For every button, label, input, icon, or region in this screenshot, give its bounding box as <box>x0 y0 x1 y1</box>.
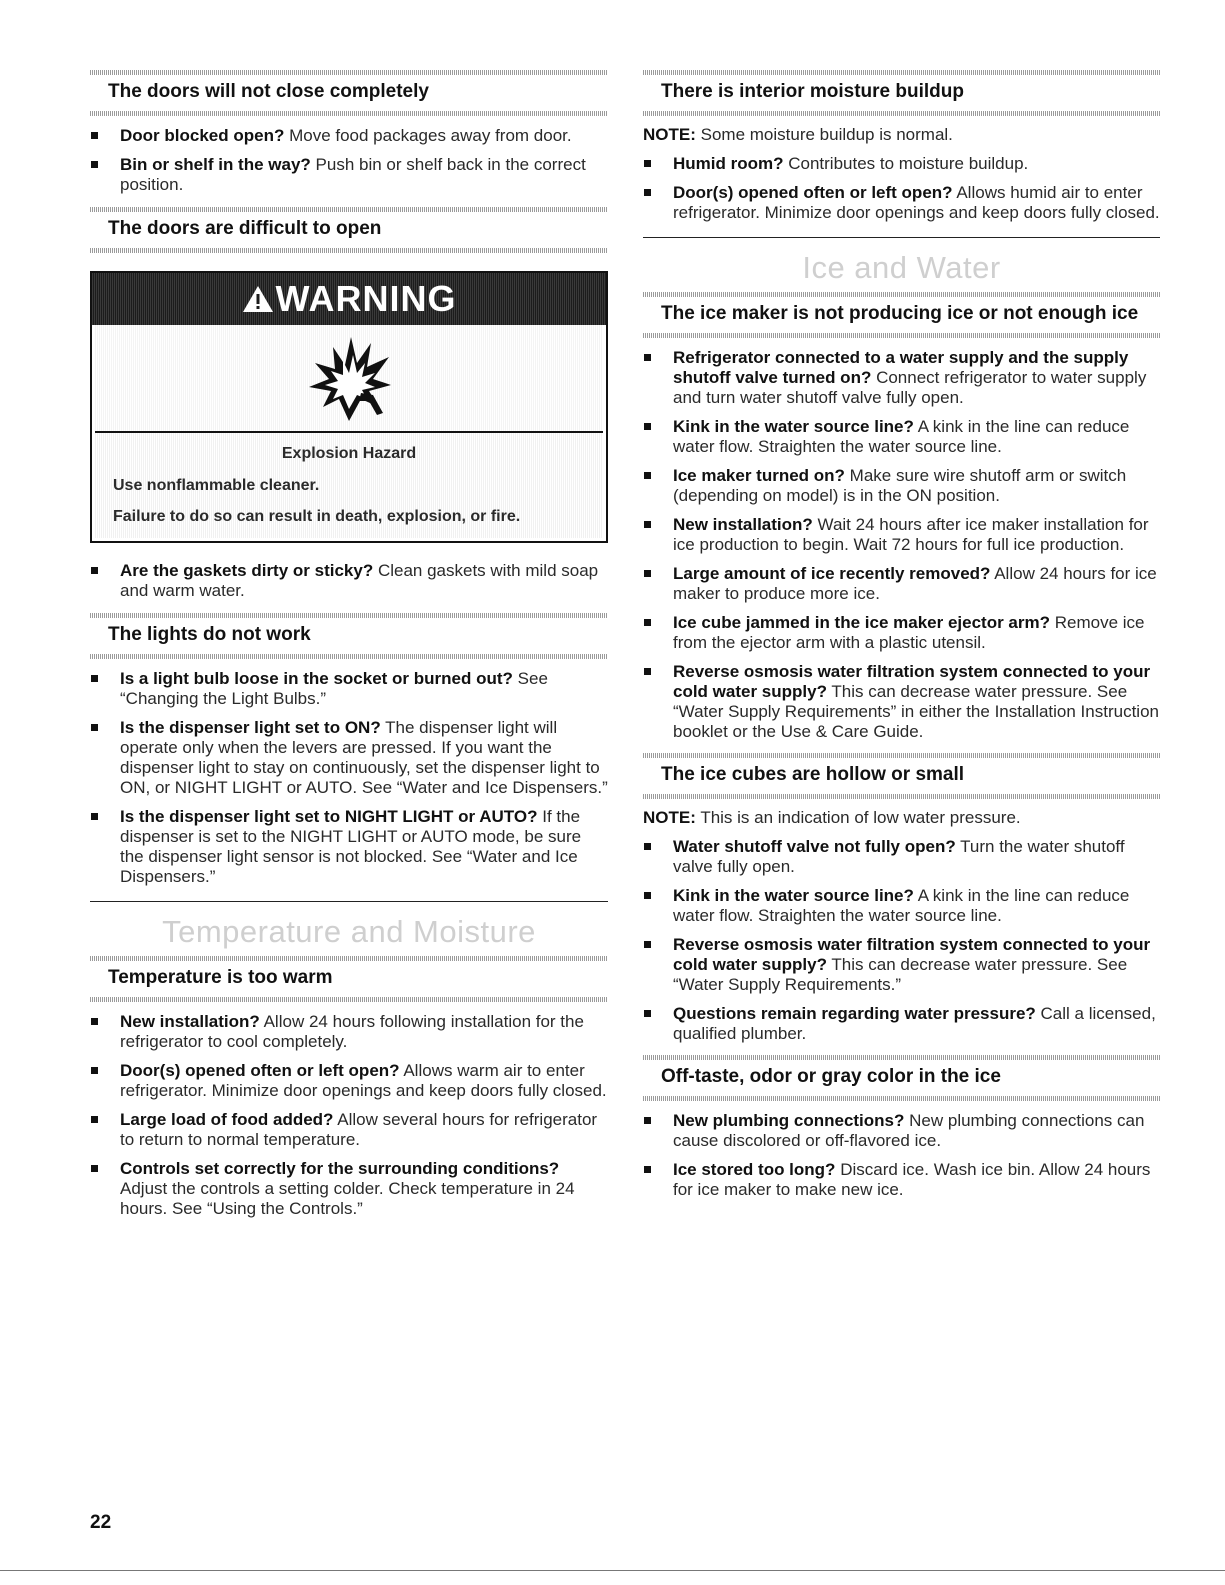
list-item: Is the dispenser light set to ON? The dispenser light will operate only when the levers are pressed. If you want the dispenser light to stay on continuously, set the dispenser light to ON, or NIGHT LIGHT or AUTO. See “Water and Ice Dispensers.” <box>90 718 608 798</box>
list-item: Large load of food added? Allow several hours for refrigerator to return to normal temperature. <box>90 1110 608 1150</box>
list-item: Water shutoff valve not fully open? Turn the water shutoff valve fully open. <box>643 837 1160 877</box>
right-column <box>643 68 1160 1209</box>
category-divider <box>90 901 608 902</box>
warning-title: Explosion Hazard <box>281 445 417 462</box>
section-heading: There is interior moisture buildup <box>643 68 1160 112</box>
list-item: Is the dispenser light set to NIGHT LIGHT or AUTO? If the dispenser is set to the NIGHT LIGHT or AUTO mode, be sure the dispenser light sensor is not blocked. See “Water and Ice Dispensers.” <box>90 807 608 887</box>
item-list <box>643 837 1160 1044</box>
left-column <box>90 68 608 1228</box>
warning-box <box>90 271 608 543</box>
warning-consequence: Failure to do so can result in death, explosion, or fire. <box>113 508 521 525</box>
page-number: 22 <box>90 1512 112 1533</box>
list-item: Is a light bulb loose in the socket or burned out? See “Changing the Light Bulbs.” <box>90 669 608 709</box>
category-divider <box>643 237 1160 238</box>
section-moisture <box>643 68 1160 223</box>
section-heading: The ice cubes are hollow or small <box>643 751 1160 795</box>
warning-triangle-icon <box>242 284 274 314</box>
list-item: Kink in the water source line? A kink in the line can reduce water flow. Straighten the water source line. <box>643 417 1160 457</box>
list-item: New installation? Wait 24 hours after ice maker installation for ice production to begin. Wait 72 hours for full ice production. <box>643 515 1160 555</box>
item-list <box>90 126 608 195</box>
list-item: Door blocked open? Move food packages away from door. <box>90 126 608 146</box>
list-item: Ice stored too long? Discard ice. Wash ice bin. Allow 24 hours for ice maker to make new ice. <box>643 1160 1160 1200</box>
list-item: Refrigerator connected to a water supply and the supply shutoff valve turned on? Connect refrigerator to water supply and turn water shutoff valve fully open. <box>643 348 1160 408</box>
list-item: Ice cube jammed in the ice maker ejector arm? Remove ice from the ejector arm with a plastic utensil. <box>643 613 1160 653</box>
list-item: Questions remain regarding water pressure? Call a licensed, qualified plumber. <box>643 1004 1160 1044</box>
warning-instruction: Use nonflammable cleaner. <box>113 477 320 494</box>
list-item: Reverse osmosis water filtration system connected to your cold water supply? This can decrease water pressure. See “Water Supply Requirements” in either the Installation Instruction booklet or the Use & Care Guide. <box>643 662 1160 742</box>
section-icemaker <box>643 290 1160 742</box>
list-item: Ice maker turned on? Make sure wire shutoff arm or switch (depending on model) is in the ON position. <box>643 466 1160 506</box>
section-off-taste <box>643 1053 1160 1200</box>
list-item: Bin or shelf in the way? Push bin or shelf back in the correct position. <box>90 155 608 195</box>
category-title: Ice and Water <box>802 250 1001 285</box>
item-list <box>90 669 608 887</box>
section-heading: The ice maker is not producing ice or not enough ice <box>643 290 1160 334</box>
section-hollow-cubes <box>643 751 1160 1044</box>
list-item: New plumbing connections? New plumbing connections can cause discolored or off-flavored ice. <box>643 1111 1160 1151</box>
section-heading: The doors will not close completely <box>90 68 608 112</box>
item-list <box>643 348 1160 742</box>
section-doors-not-close <box>90 68 608 195</box>
note: NOTE: This is an indication of low water pressure. <box>643 808 1021 827</box>
list-item: Reverse osmosis water filtration system connected to your cold water supply? This can decrease water pressure. See “Water Supply Requirements.” <box>643 935 1160 995</box>
item-list <box>90 1012 608 1219</box>
section-heading: Temperature is too warm <box>90 954 608 998</box>
item-list <box>643 1111 1160 1200</box>
list-item: Door(s) opened often or left open? Allows warm air to enter refrigerator. Minimize door openings and keep doors fully closed. <box>90 1061 608 1101</box>
list-item: Door(s) opened often or left open? Allows humid air to enter refrigerator. Minimize door openings and keep doors fully closed. <box>643 183 1160 223</box>
explosion-icon-area <box>95 325 603 433</box>
section-doors-difficult <box>90 205 608 601</box>
section-too-warm <box>90 954 608 1219</box>
item-list <box>90 561 608 601</box>
warning-text <box>95 433 603 538</box>
section-heading: The doors are difficult to open <box>90 205 608 249</box>
list-item: Humid room? Contributes to moisture buildup. <box>643 154 1160 174</box>
section-lights <box>90 611 608 887</box>
bottom-border <box>0 1570 1225 1571</box>
list-item: Are the gaskets dirty or sticky? Clean gaskets with mild soap and warm water. <box>90 561 608 601</box>
category-title: Temperature and Moisture <box>162 914 536 949</box>
list-item: New installation? Allow 24 hours following installation for the refrigerator to cool completely. <box>90 1012 608 1052</box>
list-item: Kink in the water source line? A kink in the line can reduce water flow. Straighten the water source line. <box>643 886 1160 926</box>
warning-label: WARNING <box>275 278 457 319</box>
explosion-icon <box>301 333 397 423</box>
warning-banner <box>92 273 606 325</box>
list-item: Large amount of ice recently removed? Allow 24 hours for ice maker to produce more ice. <box>643 564 1160 604</box>
section-heading: Off-taste, odor or gray color in the ice <box>643 1053 1160 1097</box>
list-item: Controls set correctly for the surrounding conditions? Adjust the controls a setting colder. Check temperature in 24 hours. See “Using the Controls.” <box>90 1159 608 1219</box>
note: NOTE: Some moisture buildup is normal. <box>643 125 953 144</box>
item-list <box>643 154 1160 223</box>
section-heading: The lights do not work <box>90 611 608 655</box>
